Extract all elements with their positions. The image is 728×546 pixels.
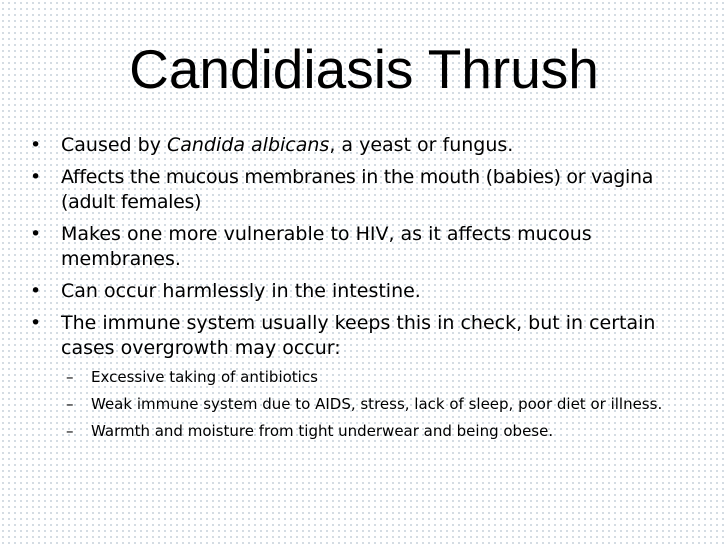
bullet-icon: • (30, 223, 42, 245)
slide-title: Candidiasis Thrush (129, 38, 599, 100)
bullet-text: The immune system usually keeps this in check, but in certain cases overgrowth may occur: (61, 312, 656, 359)
bullet-item (0, 222, 700, 272)
dash-icon: – (66, 422, 74, 440)
bullet-list (0, 133, 700, 448)
sub-bullet-text: Excessive taking of antibiotics (91, 368, 318, 386)
sub-bullet-text: Warmth and moisture from tight underwear and being obese. (91, 422, 554, 440)
bullet-text: Makes one more vulnerable to HIV, as it affects mucous membranes. (61, 223, 592, 270)
sub-bullet-item (60, 421, 700, 441)
bullet-icon: • (30, 280, 42, 302)
sub-bullet-text: Weak immune system due to AIDS, stress, lack of sleep, poor diet or illness. (91, 395, 663, 413)
bullet-item (0, 311, 700, 441)
bullet-icon: • (30, 166, 42, 188)
bullet-icon: • (30, 312, 42, 334)
bullet-item (0, 279, 700, 304)
bullet-text: Affects the mucous membranes in the mouth (babies) or vagina (adult females) (61, 166, 654, 213)
bullet-text: Can occur harmlessly in the intestine. (61, 280, 421, 302)
sub-bullet-list (61, 367, 700, 441)
sub-bullet-item (60, 394, 700, 414)
bullet-item (0, 165, 700, 215)
bullet-text-pre: Caused by (61, 134, 167, 156)
dash-icon: – (66, 368, 74, 386)
bullet-item (0, 133, 700, 158)
bullet-icon: • (30, 134, 42, 156)
bullet-text-post: , a yeast or fungus. (329, 134, 514, 156)
dash-icon: – (66, 395, 74, 413)
bullet-text-italic: Candida albicans (166, 134, 330, 156)
sub-bullet-item (60, 367, 700, 387)
